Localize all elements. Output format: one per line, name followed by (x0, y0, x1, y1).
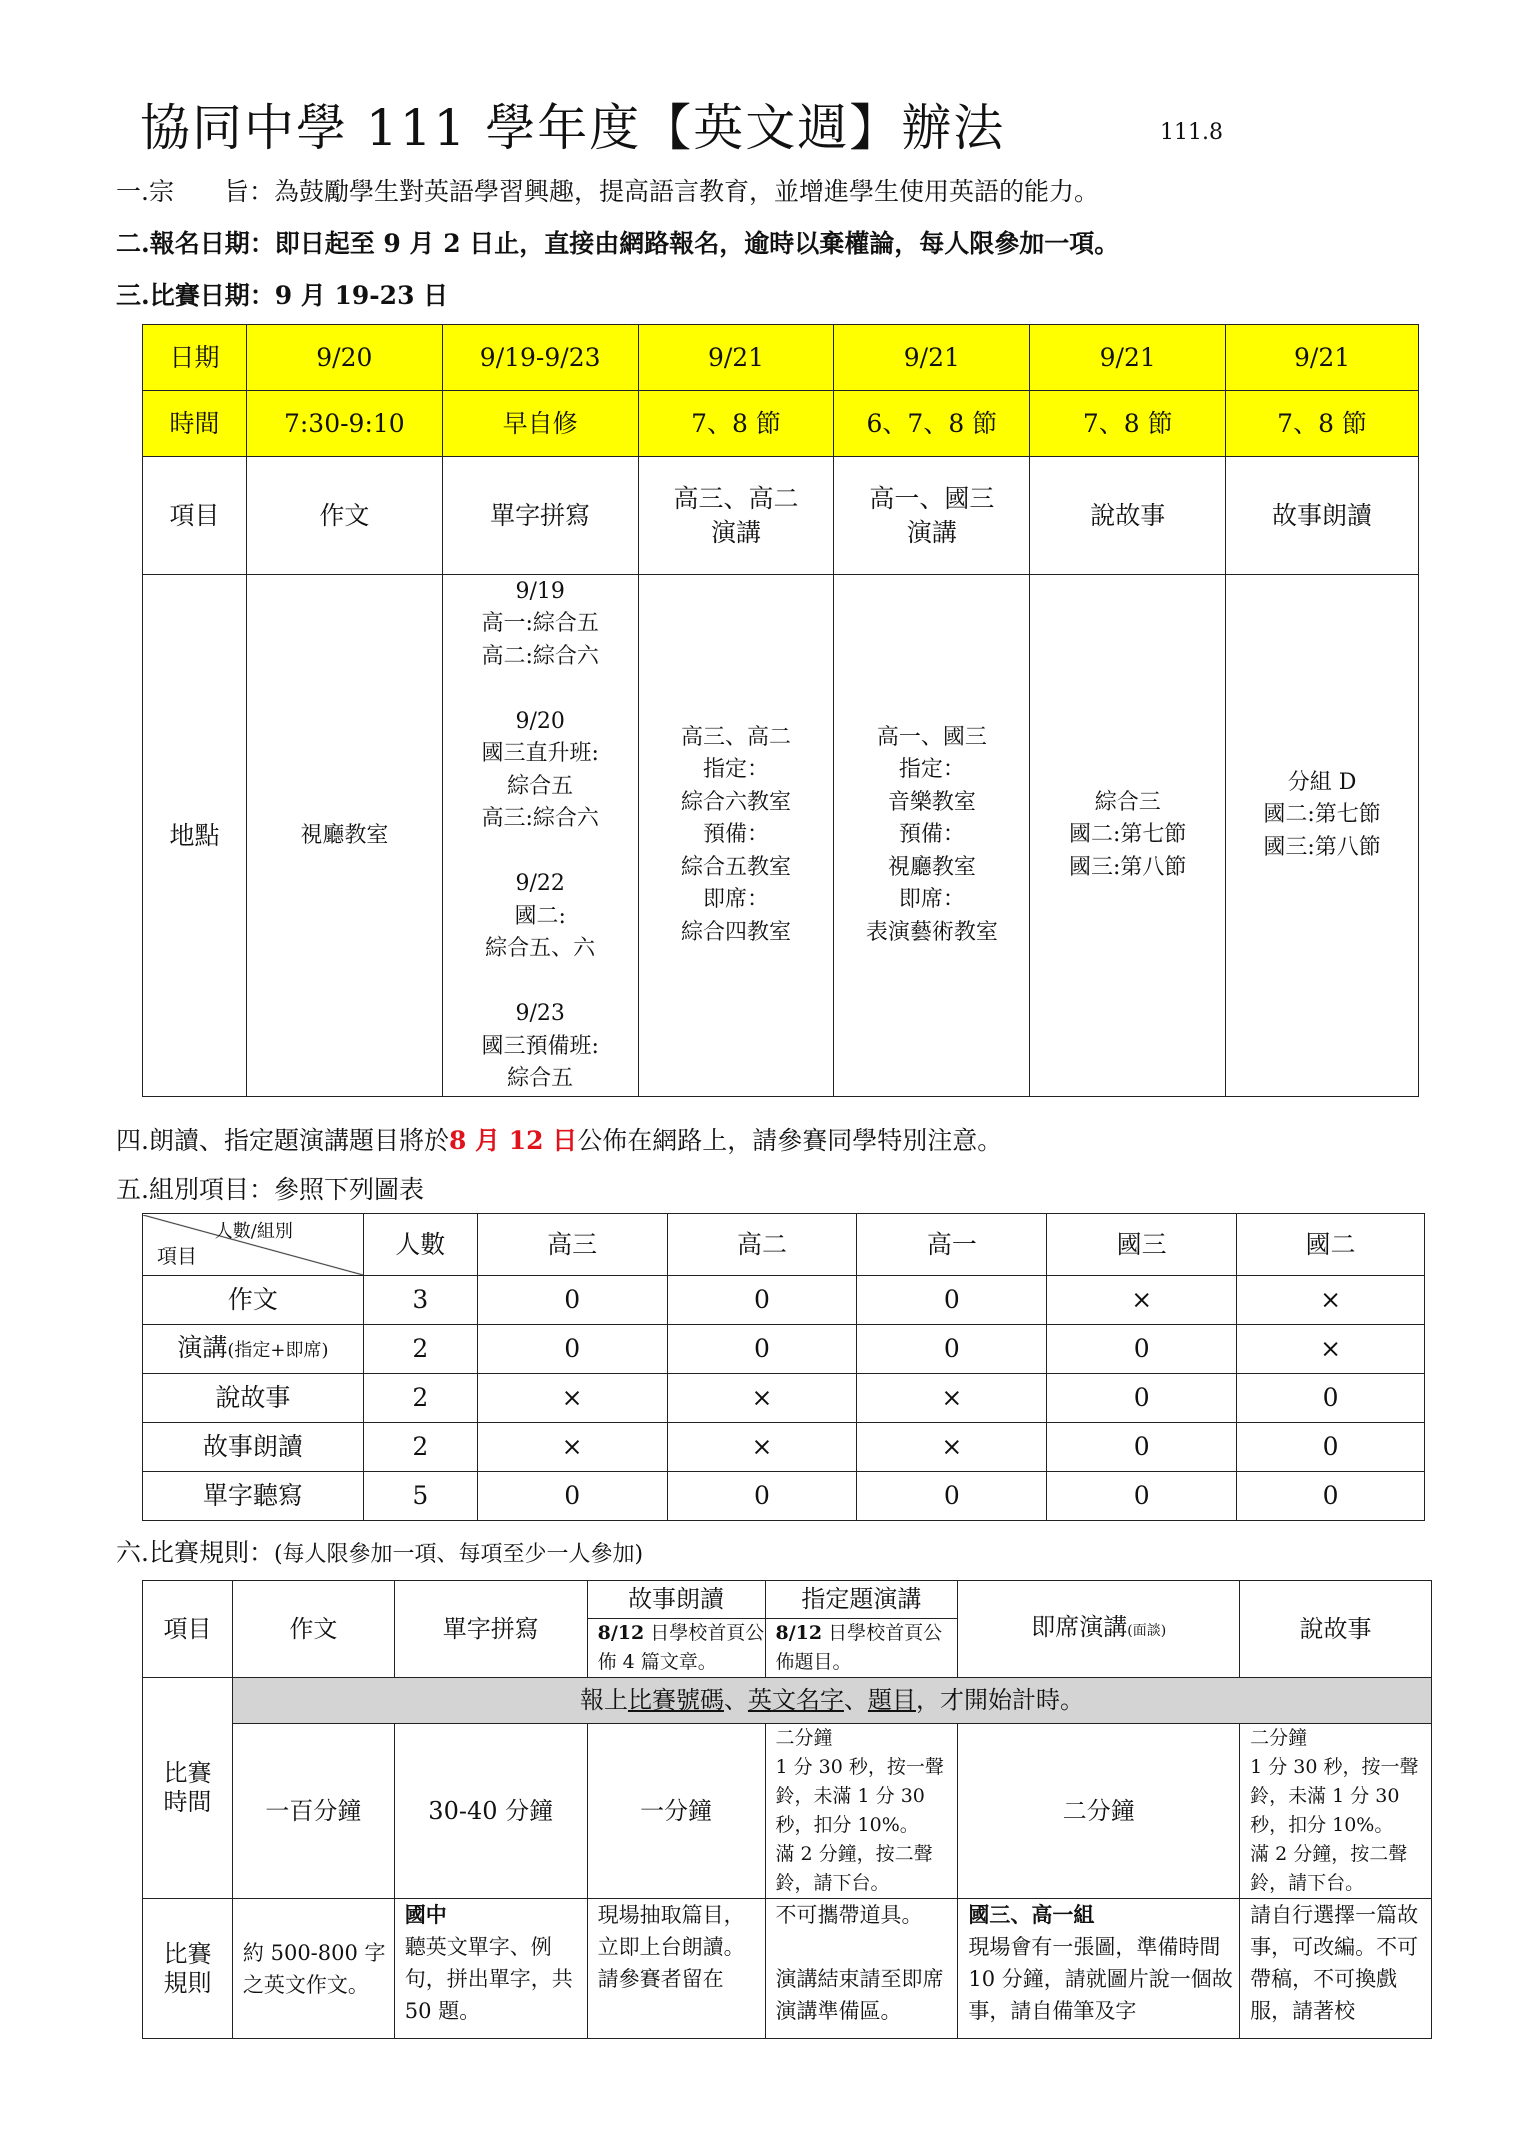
header-cell: 國二 (1237, 1214, 1425, 1276)
cell: 故事朗讀 (587, 1581, 765, 1619)
diagonal-header-cell (143, 1214, 364, 1276)
diag-bottom-label: 項目 (157, 1243, 197, 1268)
banner-text: 報上 (579, 1686, 628, 1714)
cell: 分組 D 國二:第七節 國三:第八節 (1226, 575, 1419, 1097)
cell: 故事朗讀 (1226, 457, 1419, 575)
row-label: 單字聽寫 (143, 1472, 364, 1521)
cell: × (1237, 1276, 1425, 1325)
cell: 綜合三 國二:第七節 國三:第八節 (1030, 575, 1226, 1097)
cell: 0 (667, 1325, 857, 1374)
banner-text: ，才開始計時。 (915, 1686, 1084, 1714)
groups-table (142, 1213, 1425, 1521)
row-label-text: 演講 (177, 1332, 228, 1362)
row-label: 說故事 (143, 1374, 364, 1423)
cell: 時間 (143, 391, 247, 457)
cell: 說故事 (1030, 457, 1226, 575)
cell: 作文 (246, 457, 442, 575)
cell: × (857, 1423, 1047, 1472)
header-cell: 高一 (857, 1214, 1047, 1276)
rules-table (142, 1580, 1432, 2039)
note-text: 日學校首頁公佈題目。 (775, 1622, 943, 1673)
cell: 0 (1237, 1423, 1425, 1472)
cell: × (477, 1374, 667, 1423)
cell: 9/20 (246, 325, 442, 391)
cell: 日期 (143, 325, 247, 391)
cell: 0 (857, 1276, 1047, 1325)
cell: 二分鐘 (958, 1724, 1240, 1899)
cell (765, 1619, 958, 1678)
cell: 0 (1237, 1374, 1425, 1423)
cell (958, 1899, 1240, 2039)
cell: 5 (363, 1472, 477, 1521)
cell: 7、8 節 (1030, 391, 1226, 457)
timing-banner (232, 1678, 1431, 1724)
impromptu-header: 即席演講 (1031, 1612, 1128, 1641)
cell: 單字拼寫 (394, 1581, 587, 1678)
cell: 二分鐘 1 分 30 秒，按一聲鈴，未滿 1 分 30 秒，扣分 10%。 滿 2 分鐘，按二聲鈴，請下台。 (765, 1724, 958, 1899)
timing-row (143, 1724, 1432, 1899)
cell: × (1047, 1276, 1237, 1325)
cell: 高一、國三 指定： 音樂教室 預備： 視廳教室 即席： 表演藝術教室 (834, 575, 1030, 1097)
rules-line (116, 1533, 643, 1569)
cell: 0 (1047, 1374, 1237, 1423)
cell (394, 1899, 587, 2039)
cell: 0 (1047, 1325, 1237, 1374)
impromptu-header-note: (面談) (1127, 1622, 1167, 1639)
rule-text: 聽英文單字、例句，拼出單字，共 50 題。 (404, 1935, 573, 2023)
cell: 項目 (143, 457, 247, 575)
cell: 作文 (232, 1581, 394, 1678)
cell: 單字拼寫 (442, 457, 638, 575)
cell: 高一、國三 演講 (834, 457, 1030, 575)
rules-title: 六.比賽規則： (116, 1538, 274, 1567)
document-date: 111.8 (1160, 120, 1223, 145)
banner-text: 、 (843, 1686, 868, 1714)
notice-date: 8 月 12 日 (448, 1126, 578, 1155)
rules-note: (每人限參加一項、每項至少一人參加) (273, 1542, 644, 1567)
cell: 9/21 (1226, 325, 1419, 391)
row-label: 作文 (143, 1276, 364, 1325)
cell: 2 (363, 1423, 477, 1472)
header-cell: 高三 (477, 1214, 667, 1276)
header-cell: 高二 (667, 1214, 857, 1276)
notice-text: 公佈在網路上，請參賽同學特別注意。 (577, 1126, 1003, 1155)
cell: 比賽 規則 (143, 1899, 233, 2039)
rules-row (143, 1899, 1432, 2039)
header-cell: 國三 (1047, 1214, 1237, 1276)
banner-text: 題目 (867, 1686, 916, 1714)
cell (958, 1581, 1240, 1678)
table-row (143, 1276, 1425, 1325)
cell: 指定題演講 (765, 1581, 958, 1619)
cell: 地點 (143, 575, 247, 1097)
cell: 0 (857, 1472, 1047, 1521)
cell: 一百分鐘 (232, 1724, 394, 1899)
cell: 0 (857, 1325, 1047, 1374)
cell: 6、7、8 節 (834, 391, 1030, 457)
page-title: 協同中學 111 學年度【英文週】辦法 (140, 99, 1006, 157)
cell: 9/21 (834, 325, 1030, 391)
banner-text: 、 (723, 1686, 748, 1714)
cell: 9/21 (1030, 325, 1226, 391)
cell: 高三、高二 指定： 綜合六教室 預備： 綜合五教室 即席： 綜合四教室 (638, 575, 834, 1097)
cell: 約 500-800 字之英文作文。 (232, 1899, 394, 2039)
schedule-table (142, 324, 1419, 1097)
note-text: 日學校首頁公佈 4 篇文章。 (597, 1622, 765, 1673)
cell: 不可攜帶道具。 演講結束請至即席演講準備區。 (765, 1899, 958, 2039)
cell: 2 (363, 1374, 477, 1423)
cell: 0 (667, 1472, 857, 1521)
note-date: 8/12 (775, 1622, 823, 1644)
cell: 3 (363, 1276, 477, 1325)
cell: 比賽 時間 (143, 1678, 233, 1899)
cell: 9/19 高一:綜合五 高二:綜合六 9/20 國三直升班: 綜合五 高三:綜合六 9/22 國二: 綜合五、六 9/23 國三預備班: 綜合五 (442, 575, 638, 1097)
rule-text: 現場會有一張圖，準備時間 10 分鐘，請就圖片說一個故事，請自備筆及字 (968, 1935, 1233, 2023)
rule-group: 國三、高一組 (968, 1902, 1095, 1927)
cell: 2 (363, 1325, 477, 1374)
purpose-line: 一.宗 旨：為鼓勵學生對英語學習興趣，提高語言教育，並增進學生使用英語的能力。 (116, 177, 1099, 206)
cell: 二分鐘 1 分 30 秒，按一聲鈴，未滿 1 分 30 秒，扣分 10%。 滿 2 分鐘，按二聲鈴，請下台。 (1240, 1724, 1432, 1899)
rules-header-row (143, 1581, 1432, 1619)
table-row (143, 1472, 1425, 1521)
header-cell: 人數 (363, 1214, 477, 1276)
schedule-time-row (143, 391, 1419, 457)
banner-text: 比賽號碼 (627, 1686, 724, 1714)
cell: 9/21 (638, 325, 834, 391)
table-row (143, 1374, 1425, 1423)
rule-group: 國中 (404, 1902, 447, 1927)
schedule-place-row (143, 575, 1419, 1097)
cell: 0 (667, 1276, 857, 1325)
notice-text: 四.朗讀、指定題演講題目將於 (116, 1126, 449, 1155)
table-row (143, 1423, 1425, 1472)
table-row (143, 1325, 1425, 1374)
cell: × (667, 1423, 857, 1472)
cell: 0 (1047, 1472, 1237, 1521)
cell: 30-40 分鐘 (394, 1724, 587, 1899)
topic-notice-line (116, 1121, 1002, 1157)
cell: 7、8 節 (638, 391, 834, 457)
groups-header-row (143, 1214, 1425, 1276)
row-label: 故事朗讀 (143, 1423, 364, 1472)
banner-text: 英文名字 (747, 1686, 844, 1714)
competition-date-line: 三.比賽日期：9 月 19-23 日 (116, 281, 449, 310)
schedule-item-row (143, 457, 1419, 575)
row-label-note: (指定+即席) (227, 1339, 329, 1361)
cell: 說故事 (1240, 1581, 1432, 1678)
cell: 0 (477, 1472, 667, 1521)
cell: 高三、高二 演講 (638, 457, 834, 575)
cell: × (477, 1423, 667, 1472)
cell: 現場抽取篇目，立即上台朗讀。 請參賽者留在 (587, 1899, 765, 2039)
cell: 0 (1237, 1472, 1425, 1521)
cell: 視廳教室 (246, 575, 442, 1097)
cell: 早自修 (442, 391, 638, 457)
registration-line: 二.報名日期：即日起至 9 月 2 日止，直接由網路報名，逾時以棄權論，每人限參加一項。 (116, 229, 1120, 258)
row-label (143, 1325, 364, 1374)
cell: 項目 (143, 1581, 233, 1678)
cell: × (857, 1374, 1047, 1423)
cell: 9/19-9/23 (442, 325, 638, 391)
cell: 7、8 節 (1226, 391, 1419, 457)
schedule-date-row (143, 325, 1419, 391)
note-date: 8/12 (597, 1622, 645, 1644)
cell: × (1237, 1325, 1425, 1374)
cell: 7:30-9:10 (246, 391, 442, 457)
diag-top-label: 人數/組別 (214, 1220, 293, 1242)
cell: 一分鐘 (587, 1724, 765, 1899)
timing-banner-row (143, 1678, 1432, 1724)
cell (587, 1619, 765, 1678)
groups-line: 五.組別項目：參照下列圖表 (116, 1175, 424, 1204)
cell: 0 (1047, 1423, 1237, 1472)
cell: × (667, 1374, 857, 1423)
cell: 請自行選擇一篇故事，可改編。不可帶稿，不可換戲服，請著校 (1240, 1899, 1432, 2039)
cell: 0 (477, 1276, 667, 1325)
cell: 0 (477, 1325, 667, 1374)
